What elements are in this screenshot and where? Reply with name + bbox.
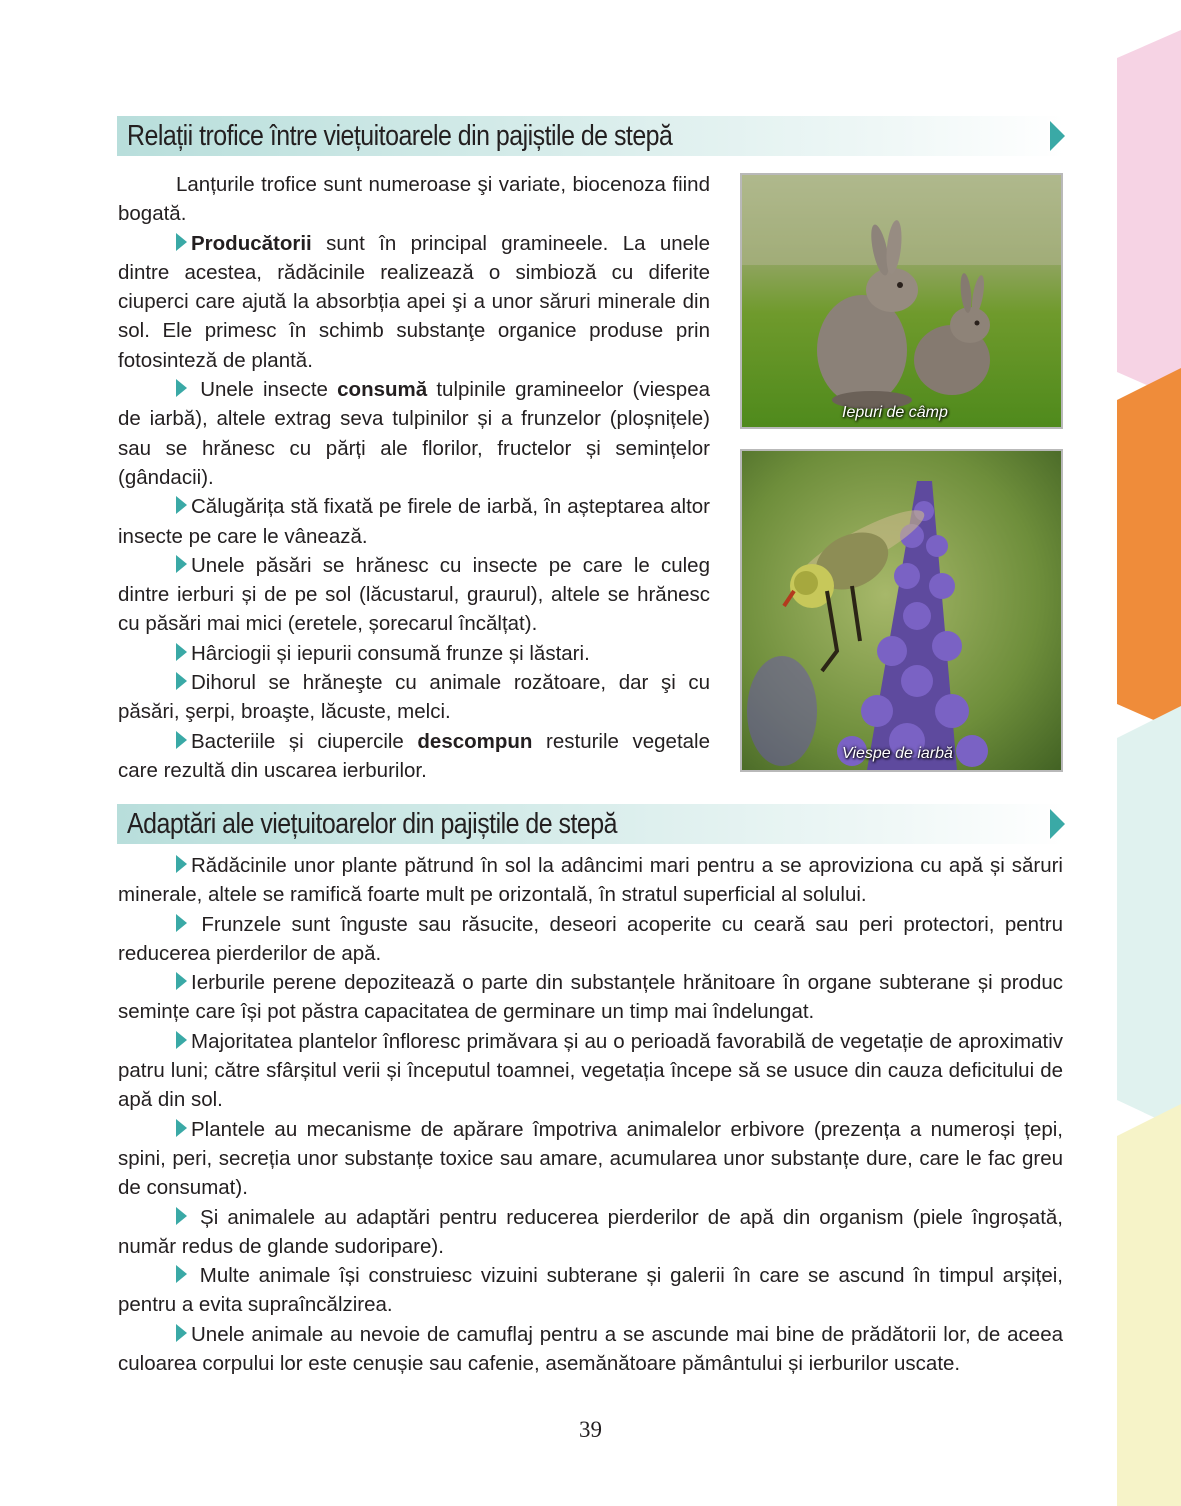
photo-caption: Viespe de iarbă	[842, 745, 953, 762]
tab-orange	[1117, 368, 1181, 732]
list-item: Unele animale au nevoie de camuflaj pentru a se ascunde mai bine de prădătorii lor, de aceea culoarea corpului lor este cenușie sau cafenie, asemănătoare pământului și ierburilor uscate.	[118, 1322, 1063, 1376]
wasp-illustration	[742, 451, 1061, 770]
bullet-arrow-icon	[176, 731, 187, 749]
paragraph: Călugărița stă fixată pe firele de iarbă, în așteptarea altor insecte pe care le vânează.	[118, 495, 710, 548]
bullet-arrow-icon	[176, 233, 187, 251]
section-header-trophic	[117, 116, 1065, 156]
bullet-arrow-icon	[176, 672, 187, 690]
bullet-arrow-icon	[176, 496, 187, 514]
bullet-arrow-icon	[176, 914, 187, 932]
chapter-tabs	[1117, 0, 1181, 1506]
chevron-right-icon	[1050, 809, 1065, 839]
section-title: Adaptări ale viețuitoarelor din pajiștile de stepă	[127, 808, 617, 840]
bullet-arrow-icon	[176, 379, 187, 397]
list-item: Frunzele sunt înguste sau răsucite, deseori acoperite cu ceară sau peri protectori, pentru reducerea pierderilor de apă.	[118, 912, 1063, 965]
tab-pink	[1117, 30, 1181, 400]
bullet-arrow-icon	[176, 1031, 187, 1049]
hares-illustration	[742, 175, 1061, 427]
list-item: Majoritatea plantelor înfloresc primăvara și au o perioadă favorabilă de vegetație de aproximativ patru luni; către sfârșitul verii și începutul toamnei, vegetația începe să se usuce din cauza deficitului de apă din sol.	[118, 1029, 1063, 1112]
bullet-arrow-icon	[176, 643, 187, 661]
paragraph: Bacteriile și ciupercile descompun resturile vegetale care rezultă din uscarea ierburilor.	[118, 729, 710, 782]
bullet-arrow-icon	[176, 555, 187, 573]
list-item: Plantele au mecanisme de apărare împotriva animalelor erbivore (prezența a numeroși țepi, spini, peri, secreția unor substanțe toxice sau amare, acumularea unor substanțe dure, care le fac greu de consumat).	[118, 1117, 1063, 1200]
trophic-text-column	[118, 170, 710, 785]
bullet-arrow-icon	[176, 1207, 187, 1225]
list-item: Și animalele au adaptări pentru reducerea pierderilor de apă din organism (piele îngroșată, număr redus de glande sudoripare).	[118, 1205, 1063, 1258]
photo-hares	[740, 173, 1063, 429]
photo-wasp	[740, 449, 1063, 772]
paragraph: Unele insecte consumă tulpinile gramineelor (viespea de iarbă), altele extrag seva tulpinilor și a frunzelor (ploșnițele) sau se hrănesc cu părți ale florilor, fructelor și semințelor (gândacii).	[118, 378, 710, 489]
bullet-arrow-icon	[176, 972, 187, 990]
photo-caption: Iepuri de câmp	[842, 404, 948, 421]
list-item: Rădăcinile unor plante pătrund în sol la adâncimi mari pentru a se aproviziona cu apă și săruri minerale, altele se ramifică foarte mult pe orizontală, în stratul superficial al solului.	[118, 854, 1063, 907]
adaptations-text-column	[118, 851, 1063, 1378]
chevron-right-icon	[1050, 121, 1065, 151]
list-item: Ierburile perene depozitează o parte din substanțele hrănitoare în organe subterane și produc semințe care își pot păstra capacitatea de germinare un timp mai îndelungat.	[118, 971, 1063, 1024]
bullet-arrow-icon	[176, 1324, 187, 1342]
bullet-arrow-icon	[176, 1119, 187, 1137]
page-number: 39	[579, 1417, 602, 1442]
paragraph: Lanțurile trofice sunt numeroase şi variate, biocenoza fiind bogată.	[118, 173, 710, 226]
paragraph: Hârciogii și iepurii consumă frunze și lăstari.	[118, 639, 710, 668]
paragraph: Producătorii sunt în principal gramineele. La unele dintre acestea, rădăcinile realizează o simbioză cu diferite ciuperci care ajută la absorbția apei şi a unor săruri minerale din sol. Ele primesc în schimb substanţe organice produse prin fotosinteză de plantă.	[118, 231, 710, 372]
section-header-adaptations	[117, 804, 1065, 844]
paragraph: Dihorul se hrăneşte cu animale rozătoare, dar şi cu păsări, şerpi, broaşte, lăcuste, melci.	[118, 671, 710, 724]
bullet-arrow-icon	[176, 1265, 187, 1283]
paragraph: Unele păsări se hrănesc cu insecte pe care le culeg dintre ierburi și de pe sol (lăcustarul, graurul), altele se hrănesc cu păsări mai mici (eretele, șorecarul încălțat).	[118, 553, 710, 636]
list-item: Multe animale își construiesc vizuini subterane și galerii în care se ascund în timpul arșiței, pentru a evita supraîncălzirea.	[118, 1264, 1063, 1317]
section-title: Relații trofice între viețuitoarele din pajiștile de stepă	[127, 120, 673, 152]
tab-yellow	[1117, 1104, 1181, 1506]
tab-mint	[1117, 706, 1181, 1130]
bullet-arrow-icon	[176, 855, 187, 873]
